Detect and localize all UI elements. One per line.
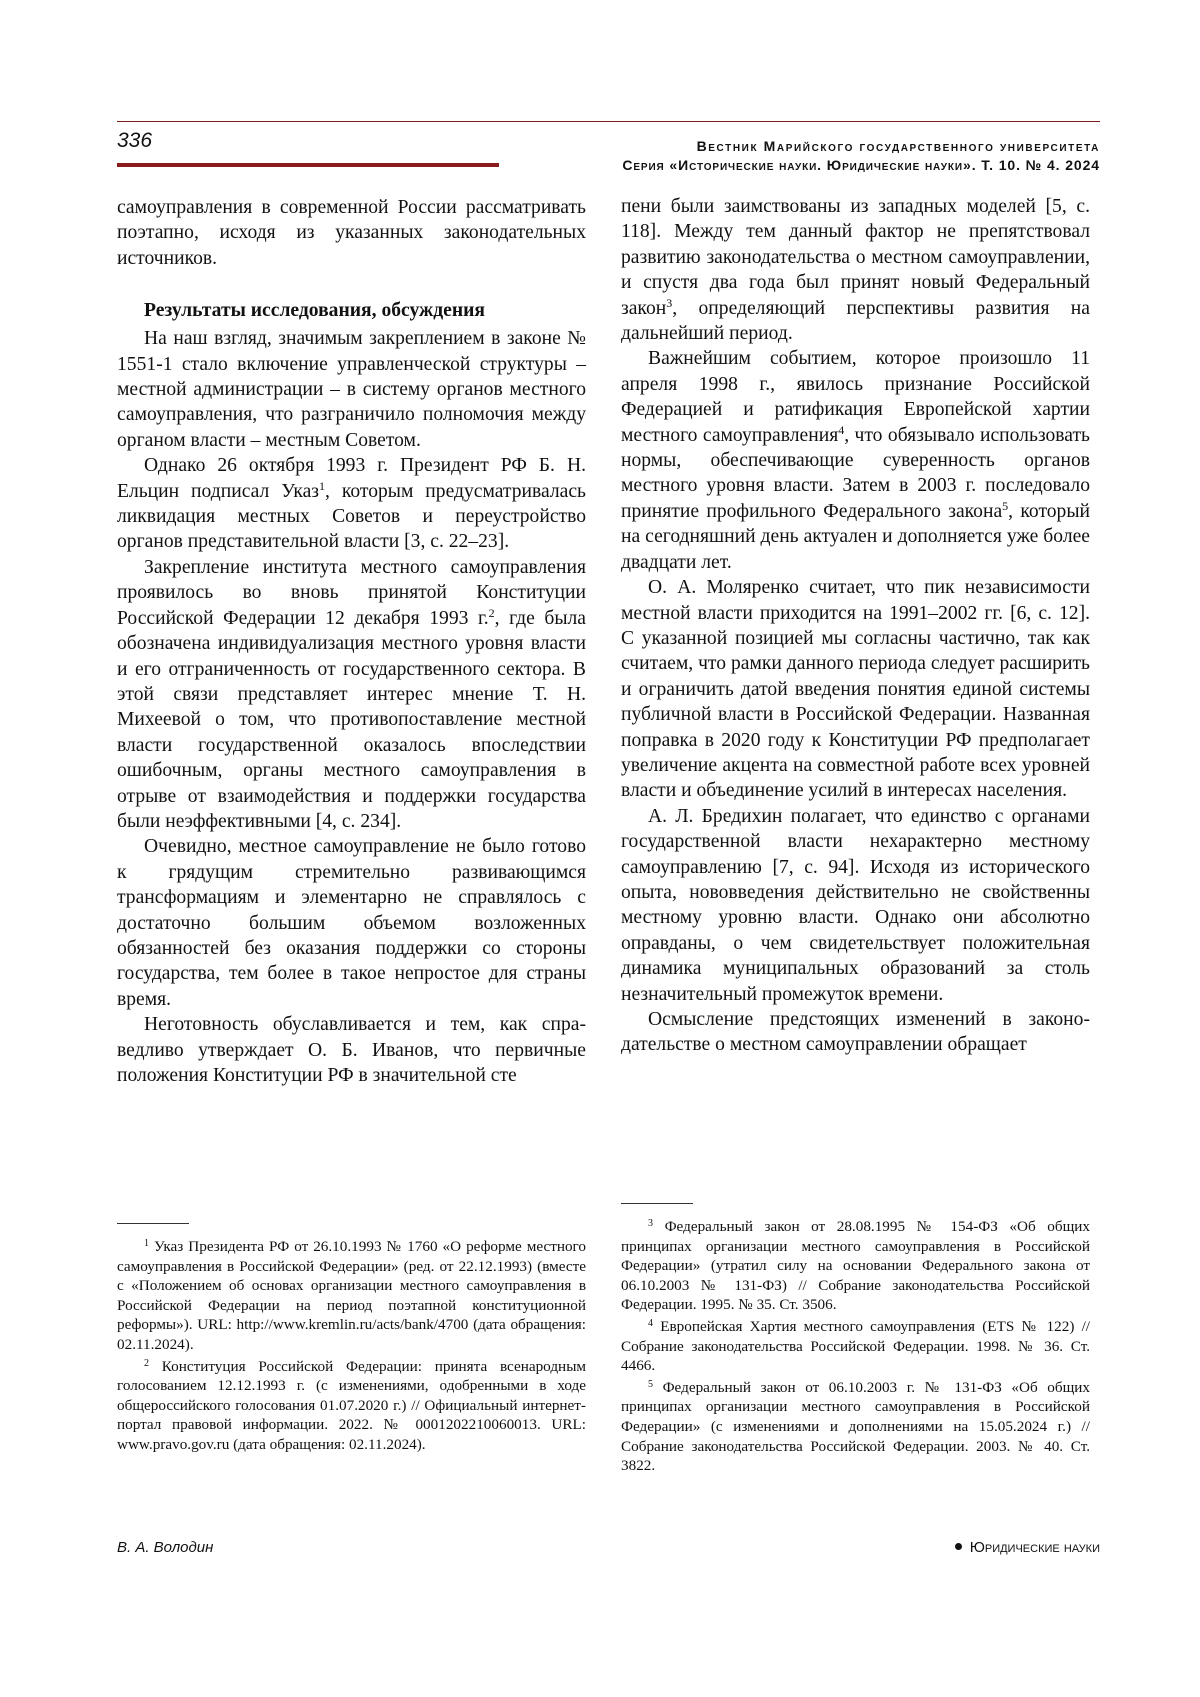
footnote-separator xyxy=(117,1223,189,1224)
footnote-ref[interactable]: 4 xyxy=(838,422,845,437)
footnotes-right xyxy=(621,1217,1090,1478)
footnotes-left xyxy=(117,1237,586,1457)
header-rule xyxy=(117,121,1100,122)
footnote-ref[interactable]: 5 xyxy=(1002,498,1009,513)
footnote: $^5$ Федеральный закон от 06.10.2003 г. № 131-ФЗ «Об общих принципах организации местного самоуправления в Российской Федерации» (с изменениями и дополнениями на 15.05.2024 г.) // Собрание законодательства Российской Федерации. 2003. № 40. Ст. 3822. xyxy=(621,1378,1090,1475)
footer-author: В. А. Володин xyxy=(117,1539,214,1556)
footer-section xyxy=(955,1539,1100,1556)
footnote: $^3$ Федеральный закон от 28.08.1995 № 154-ФЗ «Об общих принципах организации местного самоуправления в Российской Федерации» (утратил силу на основании Федерального закона от 06.10.2003 № 131-ФЗ) // Собрание законодательства Российской Федерации. 1995. № 35. Ст. 3506. xyxy=(621,1218,1091,1314)
paragraph: Осмысление предстоящих изменений в законодательстве о местном самоуправлении обращает xyxy=(621,1009,1090,1056)
paragraph: пени были заимствованы из западных моделей [5, с. 118]. Между тем данный фактор не препятствовал развитию законодательства о местном самоуправлении, и спустя два года был принят новый Федеральный закон$^3$, определяющий перспективы развития на дальнейший период. xyxy=(621,196,1090,345)
paragraph: На наш взгляд, значимым закреплением в законе № 1551-1 стало включение управленческой структуры – местной администрации – в систему органов местного самоуправления, что разграничило полномочия между органом власти – местным Советом. xyxy=(117,328,586,451)
header-accent-bar xyxy=(117,163,499,167)
bullet-icon xyxy=(955,1543,962,1550)
paragraph: Важнейшим событием, которое произошло 11 апреля 1998 г., явилось признание Российской Федерацией и ратификация Европейской хартии местного самоуправления$^4$, что обязывало использовать нормы, обеспечивающие суверенность органов местного уровня власти. Затем в 2003 г. последовало принятие профильного Федерального закона$^5$, который на сегодняшний день актуален и дополняется уже более двадцати лет. xyxy=(621,348,1090,573)
paragraph: А. Л. Бредихин полагает, что единство с органами государственной власти нехарактерно местному самоуправлению [7, с. 94]. Исходя из исторического опыта, нововведения действительно не свойственны местному уровню власти. Однако они абсолютно оправданы, о чем свидетельствует положительная динамика муниципальных образований за столь незначительный промежуток времени. xyxy=(621,805,1090,1005)
paragraph: Очевидно, местное самоуправление не было готово к грядущим стремительно развивающимся трансформациям и элементарно не справлялось с достаточно большим объемом возложенных обязанностей без оказания поддержки со стороны государства, тем более в такое непростое для страны время. xyxy=(117,836,586,1010)
paragraph: Неготовность обуславливается и тем, как справедливо утверждает О. Б. Иванов, что первичные положения Конституции РФ в значительной сте xyxy=(117,1014,586,1086)
footnote: $^1$ Указ Президента РФ от 26.10.1993 № 1760 «О реформе местного самоуправления в Российской Федерации» (ред. от 22.12.1993) (вместе с «Положением об основах организации местного самоуправления в Российской Федерации на период поэтапной конституционной реформы»). URL: http://www.kremlin.ru/acts/bank/4700 (дата обращения: 02.11.2024). xyxy=(117,1238,587,1353)
footnote-ref[interactable]: 2 xyxy=(488,605,495,620)
left-column xyxy=(117,195,586,1088)
footnote-ref[interactable]: 3 xyxy=(666,295,673,310)
journal-series: Серия «Исторические науки. Юридические науки». Т. 10. № 4. 2024 xyxy=(622,157,1100,173)
footnote-separator xyxy=(621,1203,693,1204)
paragraph: Закрепление института местного самоуправления проявилось во вновь принятой Конституции Российской Федерации 12 декабря 1993 г.$^2$, где была обозначена индивидуализация местного уровня власти и его отграниченность от государственного сектора. В этой связи представляет интерес мнение Т. Н. Михеевой о том, что противопоставление местной власти государственной оказалось впоследствии ошибочным, органы местного самоуправления в отрыве от взаимодействия и поддержки государства были неэффективными [4, с. 234]. xyxy=(117,556,586,832)
journal-title: Вестник Марийского государственного университета xyxy=(696,138,1100,154)
page-number: 336 xyxy=(117,129,153,152)
footer-section-label: Юридические науки xyxy=(969,1539,1100,1556)
footnote: $^2$ Конституция Российской Федерации: принята всенародным голосованием 12.12.1993 г. (с изменениями, одобренными в ходе общероссийского голосования 01.07.2020 г.) // Официальный интернет-портал правовой информации. 2022. № 0001202210060013. URL: www.pravo.gov.ru (дата обращения: 02.11.2024). xyxy=(117,1357,587,1453)
section-heading: Результаты исследования, обсуждения xyxy=(144,300,486,322)
paragraph: самоуправления в современной России рассматривать поэтапно, исходя из указанных законодательных источников. xyxy=(117,197,586,269)
footnote-ref[interactable]: 1 xyxy=(319,478,326,493)
right-column xyxy=(621,194,1090,1058)
paragraph: О. А. Моляренко считает, что пик независимости местной власти приходится на 1991–2002 гг. [6, с. 12]. С указанной позицией мы согласны частично, так как считаем, что рамки данного периода следует расширить и ограничить датой введения понятия единой системы публичной власти в Российской Федерации. Названная поправка в 2020 году к Конституции РФ предполагает увеличение акцента на совместной работе всех уровней власти и объединение усилий в интересах населения. xyxy=(621,577,1090,802)
footnote: $^4$ Европейская Хартия местного самоуправления (ETS № 122) // Собрание законодательства Российской Федерации. 1998. № 36. Ст. 4466. xyxy=(621,1317,1091,1375)
paragraph: Однако 26 октября 1993 г. Президент РФ Б. Н. Ельцин подписал Указ$^1$, которым предусматривалась ликвидация местных Советов и переустройство органов представительной власти [3, с. 22–23]. xyxy=(117,455,586,553)
